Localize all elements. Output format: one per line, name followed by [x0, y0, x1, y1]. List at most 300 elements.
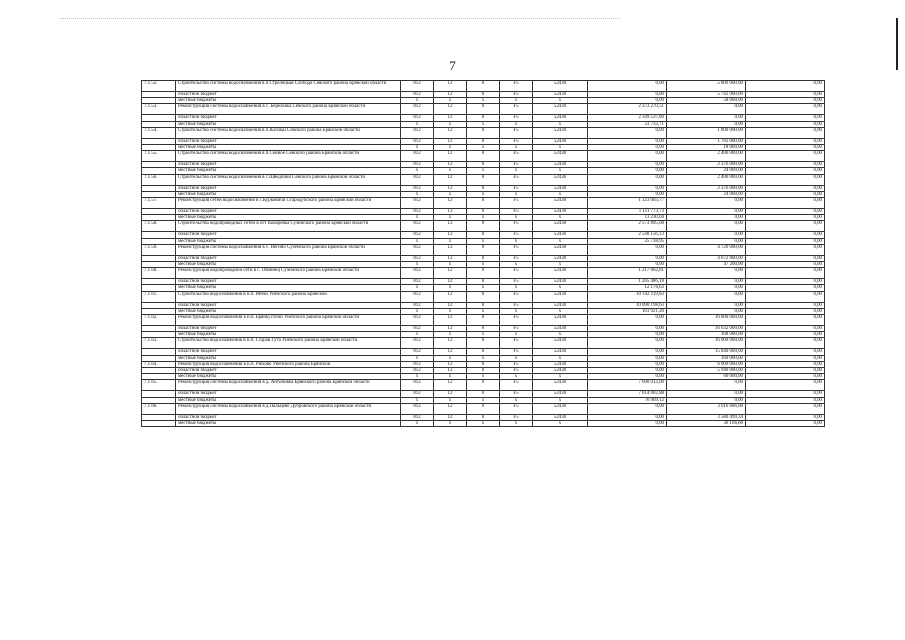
cell-v2: 0,00 [667, 380, 746, 391]
subcell-c2: х [434, 121, 467, 127]
cell-c5: 52430 [533, 244, 588, 255]
cell-c5: 52430 [533, 403, 588, 414]
subcell-c2: х [434, 308, 467, 314]
subcell-v2: 24 000,00 [667, 168, 746, 174]
cell-v1: 0,00 [588, 81, 667, 92]
cell-c1: 812 [401, 291, 434, 302]
subcell-c1: х [401, 98, 434, 104]
subcell-c1: 812 [401, 302, 434, 308]
subcell-v3: 0,00 [746, 238, 825, 244]
cell-v2: 4 720 000,00 [667, 244, 746, 255]
subcell-name: местные бюджеты [176, 421, 401, 427]
subcell-c2: х [434, 238, 467, 244]
subcell-v3: 0,00 [746, 368, 825, 374]
subcell-c5: 52430 [533, 279, 588, 285]
subcell-c4: F5 [500, 368, 533, 374]
subcell-v2: 0,00 [667, 232, 746, 238]
cell-name: Строительство системы водоснабжения в с.Шведчики Севского района Брянской области [176, 174, 401, 185]
cell-c3: 0 [467, 198, 500, 209]
subcell-c4: х [500, 374, 533, 380]
subcell-c2: х [434, 191, 467, 197]
subcell-name: областной бюджет [176, 414, 401, 420]
subcell-c3: 0 [467, 209, 500, 215]
subcell-name: местные бюджеты [176, 397, 401, 403]
subcell-v1: 0,00 [588, 92, 667, 98]
subcell-v1: 0,00 [588, 162, 667, 168]
cell-v3: 0,00 [746, 151, 825, 162]
subcell-c5: 52430 [533, 138, 588, 144]
table-row [142, 338, 825, 349]
subcell-v2: 0,00 [667, 115, 746, 121]
subcell-c1: х [401, 421, 434, 427]
subcell-c5: х [533, 262, 588, 268]
cell-v3: 0,00 [746, 174, 825, 185]
cell-c4: F5 [500, 380, 533, 391]
cell-c2: 12 [434, 291, 467, 302]
subcell-name: местные бюджеты [176, 355, 401, 361]
subcell-v2: 36 166,66 [667, 421, 746, 427]
cell-c2: 12 [434, 403, 467, 414]
subcell-c1: х [401, 238, 434, 244]
subcell-v1: 2 349 537,80 [588, 115, 667, 121]
subcell-v2: 15 840 000,00 [667, 349, 746, 355]
cell-c1: 812 [401, 268, 434, 279]
subcell-v2: 0,00 [667, 391, 746, 397]
cell-v1: 0,00 [588, 315, 667, 326]
subcell-v2: 4 672 800,00 [667, 255, 746, 261]
subcell-c5: х [533, 145, 588, 151]
subcell-c4: F5 [500, 138, 533, 144]
subcell-v3: 0,00 [746, 191, 825, 197]
table-row [142, 221, 825, 232]
cell-v3: 0,00 [746, 338, 825, 349]
subcell-c2: 12 [434, 255, 467, 261]
subcell-c2: х [434, 98, 467, 104]
subcell-c5: 52430 [533, 92, 588, 98]
subcell-v3: 0,00 [746, 262, 825, 268]
cell-c4: F5 [500, 81, 533, 92]
subcell-name: областной бюджет [176, 349, 401, 355]
subcell-c3: х [467, 121, 500, 127]
subcell-v2: 1 782 000,00 [667, 138, 746, 144]
subcell-v1: 0,00 [588, 185, 667, 191]
subcell-c2: х [434, 285, 467, 291]
subcell-c5: х [533, 421, 588, 427]
cell-num: 7.1.55. [142, 151, 176, 162]
cell-v3: 0,00 [746, 380, 825, 391]
cell-name: Реконструкция сетей водоснабжения в с.Курковичи Стародубского района Брянской области [176, 198, 401, 209]
cell-num: 7.1.53. [142, 104, 176, 115]
subcell-c4: F5 [500, 255, 533, 261]
subcell-v1: 0,00 [588, 332, 667, 338]
subcell-v1: 0,00 [588, 414, 667, 420]
table-row [142, 174, 825, 185]
cell-c2: 12 [434, 268, 467, 279]
subcell-c4: х [500, 308, 533, 314]
subcell-v3: 0,00 [746, 138, 825, 144]
subcell-c1: 812 [401, 255, 434, 261]
subcell-c3: 0 [467, 92, 500, 98]
subcell-v3: 0,00 [746, 162, 825, 168]
table-row [142, 403, 825, 414]
subcell-v3: 0,00 [746, 349, 825, 355]
subcell-c5: х [533, 238, 588, 244]
subcell-c3: х [467, 145, 500, 151]
cell-name: Строительство водоснабжения в н.п. Старая Гута Унечского района Брянской области [176, 338, 401, 349]
subcell-c4: х [500, 285, 533, 291]
cell-c5: 52430 [533, 268, 588, 279]
cell-v2: 2 400 000,00 [667, 174, 746, 185]
subcell-c3: х [467, 374, 500, 380]
cell-c2: 12 [434, 338, 467, 349]
subcell-c5: х [533, 191, 588, 197]
cell-c1: 812 [401, 151, 434, 162]
cell-num: 7.1.59. [142, 244, 176, 255]
cell-c4: F5 [500, 315, 533, 326]
subcell-c3: 0 [467, 302, 500, 308]
subcell-c1: 812 [401, 92, 434, 98]
subcell-v2: 18 000,00 [667, 145, 746, 151]
cell-v1: 1 123 003,77 [588, 198, 667, 209]
subcell-c1: 812 [401, 138, 434, 144]
subcell-c5: 52430 [533, 349, 588, 355]
subcell-v3: 0,00 [746, 285, 825, 291]
subcell-v2: 160 000,00 [667, 355, 746, 361]
table-row [142, 151, 825, 162]
subcell-c1: х [401, 355, 434, 361]
cell-c5: 52430 [533, 198, 588, 209]
cell-c1: 812 [401, 361, 434, 367]
cell-num: 7.1.60. [142, 268, 176, 279]
cell-v3: 0,00 [746, 403, 825, 414]
cell-v1: 2 573 895,08 [588, 221, 667, 232]
cell-c2: 12 [434, 104, 467, 115]
subcell-c5: х [533, 121, 588, 127]
subcell-c2: х [434, 332, 467, 338]
cell-v3: 0,00 [746, 268, 825, 279]
cell-c1: 812 [401, 315, 434, 326]
subcell-name: областной бюджет [176, 162, 401, 168]
subcell-c2: х [434, 355, 467, 361]
subcell-c1: 812 [401, 326, 434, 332]
subcell-c3: х [467, 215, 500, 221]
subcell-name: областной бюджет [176, 232, 401, 238]
subcell-c1: 812 [401, 414, 434, 420]
cell-v2: 16 000 000,00 [667, 338, 746, 349]
cell-c2: 12 [434, 81, 467, 92]
cell-c3: 0 [467, 361, 500, 367]
cell-num: 7.1.66. [142, 403, 176, 414]
subcell-c4: F5 [500, 302, 533, 308]
subcell-c1: х [401, 397, 434, 403]
subcell-v3: 0,00 [746, 279, 825, 285]
cell-c4: F5 [500, 151, 533, 162]
subcell-c5: 52430 [533, 162, 588, 168]
cell-name: Реконструкция системы водоснабжения в с. Негино Суземского района Брянской области [176, 244, 401, 255]
subcell-v1: 0,00 [588, 168, 667, 174]
cell-c5: 52430 [533, 81, 588, 92]
subcell-v2: 24 000,00 [667, 191, 746, 197]
subcell-c1: 812 [401, 349, 434, 355]
subcell-c3: х [467, 397, 500, 403]
cell-c4: F5 [500, 198, 533, 209]
cell-v2: 0,00 [667, 198, 746, 209]
cell-c3: 0 [467, 244, 500, 255]
cell-v3: 0,00 [746, 361, 825, 367]
cell-c3: 0 [467, 127, 500, 138]
table-row [142, 127, 825, 138]
cell-name: Строительство системы водоснабжения в п.Стрелецкая Слобода Севского района Брянской области [176, 81, 401, 92]
subcell-c1: 812 [401, 391, 434, 397]
cell-v2: 1 800 000,00 [667, 127, 746, 138]
subcell-c4: х [500, 145, 533, 151]
subcell-c3: 0 [467, 138, 500, 144]
subcell-name: местные бюджеты [176, 285, 401, 291]
subcell-c4: х [500, 332, 533, 338]
subcell-name: местные бюджеты [176, 145, 401, 151]
cell-c1: 812 [401, 104, 434, 115]
subcell-v2: 0,00 [667, 215, 746, 221]
subcell-c1: х [401, 121, 434, 127]
subcell-c5: х [533, 215, 588, 221]
subcell-v1: 0,00 [588, 374, 667, 380]
subcell-c2: х [434, 374, 467, 380]
subcell-c1: х [401, 215, 434, 221]
cell-num: 7.1.64. [142, 361, 176, 367]
cell-v1: 0,00 [588, 174, 667, 185]
cell-c1: 812 [401, 198, 434, 209]
cell-v2: 3 616 666,00 [667, 403, 746, 414]
cell-num: 7.1.58. [142, 221, 176, 232]
subcell-v3: 0,00 [746, 145, 825, 151]
cell-v3: 0,00 [746, 244, 825, 255]
cell-c2: 12 [434, 221, 467, 232]
cell-name: Реконструкция водопроводной сети в с. Овчинец Суземского района Брянской области [176, 268, 401, 279]
subcell-v1: 0,00 [588, 349, 667, 355]
subcell-c3: 0 [467, 349, 500, 355]
cell-c3: 0 [467, 315, 500, 326]
subcell-c3: х [467, 262, 500, 268]
table-row [142, 104, 825, 115]
subcell-c3: х [467, 191, 500, 197]
subcell-c1: х [401, 191, 434, 197]
cell-c4: F5 [500, 244, 533, 255]
subcell-v2: 0,00 [667, 209, 746, 215]
cell-v1: 2 373 270,51 [588, 104, 667, 115]
subcell-c3: х [467, 168, 500, 174]
subcell-name: областной бюджет [176, 255, 401, 261]
subcell-v1: 76 909,12 [588, 397, 667, 403]
subcell-c5: 52430 [533, 115, 588, 121]
subcell-c3: х [467, 238, 500, 244]
cell-c2: 12 [434, 244, 467, 255]
subcell-c2: 12 [434, 162, 467, 168]
subcell-v3: 0,00 [746, 168, 825, 174]
subcell-name: местные бюджеты [176, 191, 401, 197]
subcell-c3: х [467, 332, 500, 338]
subcell-c3: 0 [467, 185, 500, 191]
scan-artifact-line [60, 18, 620, 20]
subcell-c5: х [533, 168, 588, 174]
subcell-c5: х [533, 308, 588, 314]
table-row [142, 198, 825, 209]
cell-num: 7.1.65. [142, 380, 176, 391]
subcell-v3: 0,00 [746, 215, 825, 221]
subcell-v2: 0,00 [667, 397, 746, 403]
subcell-c2: 12 [434, 92, 467, 98]
cell-c2: 12 [434, 361, 467, 367]
subcell-v1: 7 614 002,88 [588, 391, 667, 397]
subcell-c2: 12 [434, 326, 467, 332]
cell-c1: 812 [401, 403, 434, 414]
subcell-c1: х [401, 168, 434, 174]
subcell-c2: х [434, 145, 467, 151]
cell-c2: 12 [434, 127, 467, 138]
subcell-v2: 0,00 [667, 308, 746, 314]
cell-c3: 0 [467, 403, 500, 414]
cell-v2: 0,00 [667, 268, 746, 279]
subcell-v2: 3 580 499,34 [667, 414, 746, 420]
cell-c5: 52430 [533, 221, 588, 232]
table-row [142, 315, 825, 326]
cell-c1: 812 [401, 174, 434, 185]
subcell-v1: 11 230,04 [588, 215, 667, 221]
subcell-v1: 0,00 [588, 262, 667, 268]
cell-c5: 52430 [533, 338, 588, 349]
subcell-c2: х [434, 168, 467, 174]
subcell-v2: 0,00 [667, 285, 746, 291]
subcell-v3: 0,00 [746, 92, 825, 98]
subcell-c2: х [434, 262, 467, 268]
cell-v1: 0,00 [588, 151, 667, 162]
subcell-v1: 0,00 [588, 355, 667, 361]
subcell-c1: 812 [401, 115, 434, 121]
subcell-v3: 0,00 [746, 414, 825, 420]
subcell-c4: F5 [500, 279, 533, 285]
subcell-name: областной бюджет [176, 209, 401, 215]
cell-num: 7.1.57. [142, 198, 176, 209]
subcell-c1: 812 [401, 279, 434, 285]
subcell-c4: F5 [500, 326, 533, 332]
subcell-v2: 47 200,00 [667, 262, 746, 268]
subcell-c5: 52430 [533, 185, 588, 191]
cell-c3: 0 [467, 268, 500, 279]
subcell-c2: х [434, 215, 467, 221]
subcell-c4: х [500, 215, 533, 221]
subcell-c5: 52430 [533, 209, 588, 215]
subcell-v3: 0,00 [746, 98, 825, 104]
subcell-v2: 5 742 000,00 [667, 92, 746, 98]
subcell-c5: х [533, 332, 588, 338]
subcell-name: областной бюджет [176, 368, 401, 374]
cell-v2: 0,00 [667, 221, 746, 232]
cell-v2: 6 000 000,00 [667, 361, 746, 367]
subcell-v3: 0,00 [746, 121, 825, 127]
cell-name: Реконструкция водоснабжения в н.п. Брянкустичи Унечского района Брянской области [176, 315, 401, 326]
subcell-c5: х [533, 285, 588, 291]
cell-c3: 0 [467, 174, 500, 185]
subcell-c2: 12 [434, 391, 467, 397]
cell-c5: 52430 [533, 380, 588, 391]
cell-c5: 52430 [533, 291, 588, 302]
subcell-v1: 2 548 156,13 [588, 232, 667, 238]
subcell-v3: 0,00 [746, 255, 825, 261]
subcell-c2: х [434, 397, 467, 403]
subcell-c4: х [500, 397, 533, 403]
cell-c5: 52430 [533, 361, 588, 367]
subcell-v3: 0,00 [746, 302, 825, 308]
subcell-v3: 0,00 [746, 308, 825, 314]
subcell-v3: 0,00 [746, 232, 825, 238]
cell-c1: 812 [401, 221, 434, 232]
table-row [142, 244, 825, 255]
subcell-c1: х [401, 285, 434, 291]
table-subrow [142, 421, 825, 427]
cell-c4: F5 [500, 221, 533, 232]
cell-v3: 0,00 [746, 81, 825, 92]
subcell-name: областной бюджет [176, 302, 401, 308]
cell-c2: 12 [434, 380, 467, 391]
cell-name: Строительство системы водоснабжения в п.Косицы Севского района Брянской области [176, 127, 401, 138]
cell-v2: 2 400 000,00 [667, 151, 746, 162]
subcell-num [142, 421, 176, 427]
subcell-v3: 0,00 [746, 391, 825, 397]
cell-v3: 0,00 [746, 198, 825, 209]
subcell-c1: х [401, 308, 434, 314]
cell-name: Реконструкция системы водоснабжения в с. Березовка Севского района Брянской области [176, 104, 401, 115]
cell-c1: 812 [401, 244, 434, 255]
subcell-c2: 12 [434, 279, 467, 285]
subcell-c5: 52430 [533, 391, 588, 397]
cell-c5: 52430 [533, 151, 588, 162]
subcell-c3: х [467, 98, 500, 104]
subcell-v2: 0,00 [667, 121, 746, 127]
subcell-name: областной бюджет [176, 115, 401, 121]
cell-num: 7.1.54. [142, 127, 176, 138]
subcell-c2: х [434, 421, 467, 427]
subcell-name: местные бюджеты [176, 332, 401, 338]
subcell-c1: х [401, 145, 434, 151]
table-row [142, 361, 825, 367]
cell-c4: F5 [500, 174, 533, 185]
cell-v3: 0,00 [746, 315, 825, 326]
subcell-name: местные бюджеты [176, 168, 401, 174]
cell-c3: 0 [467, 221, 500, 232]
subcell-v1: 1 111 773,73 [588, 209, 667, 215]
subcell-v2: 168 000,00 [667, 332, 746, 338]
subcell-c4: F5 [500, 185, 533, 191]
subcell-c3: 0 [467, 414, 500, 420]
subcell-c4: х [500, 238, 533, 244]
cell-c5: 52430 [533, 174, 588, 185]
subcell-name: областной бюджет [176, 326, 401, 332]
subcell-c3: 0 [467, 391, 500, 397]
subcell-c5: 52430 [533, 232, 588, 238]
subcell-c2: 12 [434, 232, 467, 238]
cell-v2: 16 800 000,00 [667, 315, 746, 326]
subcell-name: местные бюджеты [176, 374, 401, 380]
cell-name: Реконструкция водоснабжения в н.п. Рюхово Унечского района Брянской [176, 361, 401, 367]
subcell-c4: F5 [500, 414, 533, 420]
subcell-c5: 52430 [533, 326, 588, 332]
subcell-v3: 0,00 [746, 185, 825, 191]
subcell-name: областной бюджет [176, 92, 401, 98]
subcell-c3: 0 [467, 368, 500, 374]
subcell-name: местные бюджеты [176, 262, 401, 268]
cell-v3: 0,00 [746, 127, 825, 138]
subcell-v2: 2 376 000,00 [667, 162, 746, 168]
cell-v1: 7 690 912,00 [588, 380, 667, 391]
